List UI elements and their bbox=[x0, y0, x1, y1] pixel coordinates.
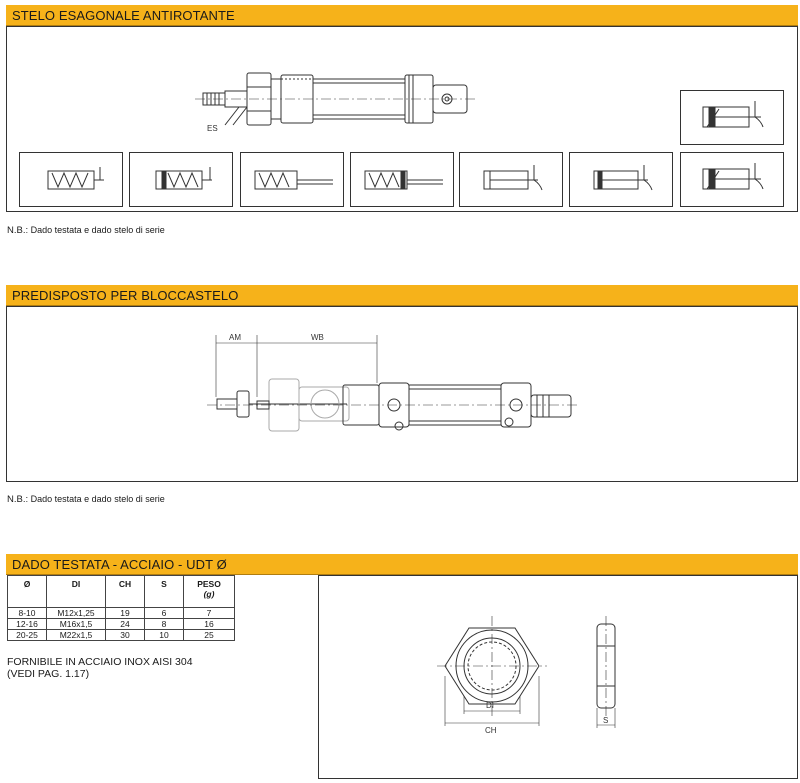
col-header-diameter: Ø bbox=[8, 576, 47, 608]
cell-ch: 19 bbox=[106, 608, 145, 619]
section-header-stelo-esagonale bbox=[6, 5, 798, 26]
symbol-double-acting-magnetic bbox=[569, 152, 673, 207]
cell-di: M16x1,5 bbox=[47, 619, 106, 630]
cell-ch: 24 bbox=[106, 619, 145, 630]
table-row bbox=[8, 608, 235, 619]
availability-line-2: (VEDI PAG. 1.17) bbox=[7, 668, 90, 680]
cylinder-rod-lock-drawing bbox=[7, 307, 797, 481]
table-header-row bbox=[8, 576, 235, 608]
note-text: Dado testata e dado stelo di serie bbox=[28, 225, 165, 235]
symbol-double-acting-cushion bbox=[680, 90, 784, 145]
label-di: DI bbox=[486, 701, 494, 710]
nut-spec-table bbox=[7, 575, 235, 641]
section-title: STELO ESAGONALE ANTIROTANTE bbox=[12, 8, 235, 23]
peso-label: PESO bbox=[197, 579, 221, 589]
cell-peso: 16 bbox=[184, 619, 235, 630]
cell-peso: 25 bbox=[184, 630, 235, 641]
cell-ch: 30 bbox=[106, 630, 145, 641]
col-header-s: S bbox=[145, 576, 184, 608]
col-header-ch: CH bbox=[106, 576, 145, 608]
cell-diameter: 8-10 bbox=[8, 608, 47, 619]
section-title: DADO TESTATA - ACCIAIO - UDT Ø bbox=[12, 557, 227, 572]
note-text: Dado testata e dado stelo di serie bbox=[28, 494, 165, 504]
section-header-dado-testata bbox=[6, 554, 798, 575]
availability-line-1: FORNIBILE IN ACCIAIO INOX AISI 304 bbox=[7, 656, 193, 668]
note-prefix: N.B.: bbox=[7, 225, 29, 236]
cell-s: 10 bbox=[145, 630, 184, 641]
cell-s: 6 bbox=[145, 608, 184, 619]
symbol-double-acting bbox=[459, 152, 563, 207]
head-nut-drawing bbox=[319, 576, 797, 778]
drawing-frame-predisposto bbox=[6, 306, 798, 482]
label-es: ES bbox=[207, 124, 218, 133]
section-title: PREDISPOSTO PER BLOCCASTELO bbox=[12, 288, 239, 303]
cell-di: M12x1,25 bbox=[47, 608, 106, 619]
col-header-di: DI bbox=[47, 576, 106, 608]
availability-note bbox=[7, 656, 193, 680]
symbol-spring-extend-magnetic bbox=[350, 152, 454, 207]
symbol-single-acting-magnetic bbox=[129, 152, 233, 207]
table-row bbox=[8, 619, 235, 630]
note-prefix: N.B.: bbox=[7, 494, 29, 505]
section-header-predisposto bbox=[6, 285, 798, 306]
cell-di: M22x1,5 bbox=[47, 630, 106, 641]
peso-unit: (g) bbox=[203, 589, 215, 599]
col-header-peso bbox=[184, 576, 235, 608]
label-am: AM bbox=[229, 333, 241, 342]
note-section-2 bbox=[7, 494, 165, 505]
cell-s: 8 bbox=[145, 619, 184, 630]
label-wb: WB bbox=[311, 333, 324, 342]
symbol-single-acting-spring-return bbox=[19, 152, 123, 207]
cell-peso: 7 bbox=[184, 608, 235, 619]
note-section-1 bbox=[7, 225, 165, 236]
cell-diameter: 12-16 bbox=[8, 619, 47, 630]
symbol-double-acting-cushion-adjustable bbox=[680, 152, 784, 207]
drawing-frame-nut bbox=[318, 575, 798, 779]
cell-diameter: 20-25 bbox=[8, 630, 47, 641]
table-row bbox=[8, 630, 235, 641]
label-ch: CH bbox=[485, 726, 497, 735]
label-s: S bbox=[603, 716, 609, 725]
symbol-spring-extend bbox=[240, 152, 344, 207]
